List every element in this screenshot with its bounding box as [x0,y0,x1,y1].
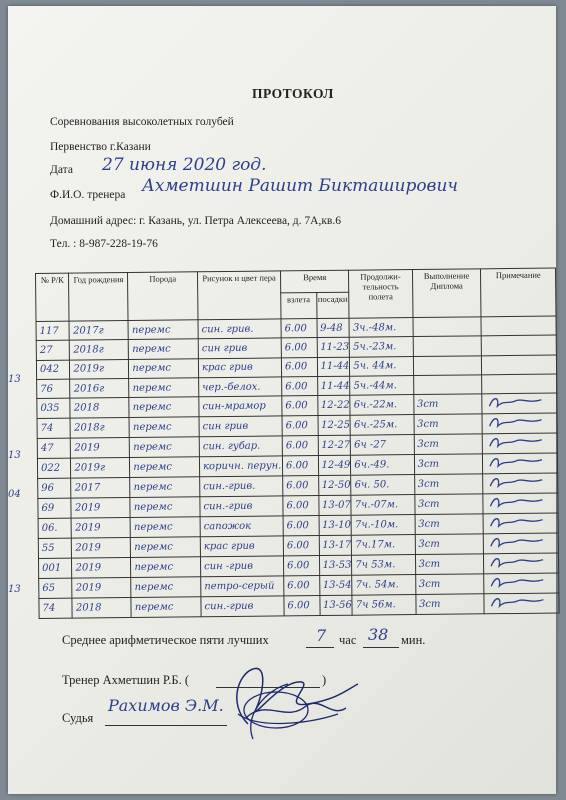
judge-value: Рахимов Э.М. [108,696,224,715]
cell-takeoff: 6.00 [282,396,318,416]
cell-breed: перемс [131,557,201,578]
col-header-note: Примечание [481,268,556,317]
average-minutes-unit: мин. [401,633,426,647]
cell-color: крас грив [198,358,281,378]
note-signature-mark [488,594,548,611]
cell-breed: перемс [129,378,199,398]
protocol-sheet [8,6,556,794]
cell-breed: перемс [129,358,199,378]
cell-landing: 13-56 [319,595,352,615]
cell-duration: 6ч. 50. [351,475,414,496]
cell-note [483,493,558,514]
cell-year: 2019г [70,359,129,379]
trainer-value: Ахметшин Рашит Бикташирович [142,176,458,196]
cell-year: 2017 [71,478,130,499]
note-signature-mark [486,394,546,411]
col-header-takeoff: взлета [281,293,317,319]
cell-breed: перемс [129,397,199,418]
cell-num: 042 [36,360,70,380]
note-signature-mark [487,554,547,571]
cell-breed: перемс [128,320,198,340]
cell-year: 2019г [71,458,130,479]
cell-diploma: 3ст [414,474,483,495]
cell-color: син -грив [200,556,283,577]
cell-landing: 12-27 [318,435,351,455]
cell-diploma: 3ст [415,594,484,615]
coach-line: Тренер Ахметшин Р.Б. ( [62,673,190,687]
cell-color: коричн. перун. [199,456,282,477]
cell-color: син. грив. [198,319,281,339]
cell-diploma: 3ст [414,494,483,515]
cell-diploma: 3ст [413,394,482,415]
margin-note: 13 [8,374,21,385]
cell-diploma: 3ст [414,434,483,455]
cell-num: 035 [37,398,71,418]
cell-year: 2018г [70,340,129,360]
cell-landing: 12-49 [318,455,351,475]
cell-duration: 7ч.-10м. [351,515,414,536]
cell-year: 2019 [72,558,131,579]
competition-name: Соревнования высоколетных голубей [50,116,234,128]
cell-landing: 11-44 [317,376,350,396]
cell-duration: 7ч 56м. [352,595,415,616]
cell-landing: 13-17 [319,535,352,555]
cell-duration: 7ч. 54м. [352,575,415,596]
cell-diploma: 3ст [414,414,483,435]
note-signature-mark [487,474,547,491]
margin-note: 13 [8,584,21,595]
cell-landing: 13-54 [319,575,352,595]
cell-landing: 13-53 [319,555,352,575]
cell-takeoff: 6.00 [282,376,318,396]
cell-breed: перемс [131,537,201,558]
cell-year: 2018 [70,398,129,419]
cell-duration: 3ч.-48м. [349,318,412,338]
cell-year: 2019 [72,578,131,599]
cell-num: 69 [38,498,72,518]
note-signature-mark [487,494,547,511]
cell-num: 001 [38,558,72,578]
cell-takeoff: 6.00 [284,576,320,596]
cell-note [481,316,556,336]
cell-duration: 6ч.-22м. [350,395,413,416]
note-signature-mark [486,414,546,431]
cell-diploma [413,375,482,395]
cell-duration: 6ч.-25м. [350,415,413,436]
cell-color: син.-грив [201,596,284,617]
cell-duration: 6ч.-49. [351,455,414,476]
cell-color: чер.-белох. [199,377,282,397]
note-signature-mark [487,534,547,551]
cell-takeoff: 6.00 [282,416,318,436]
col-header-landing: посадки [316,292,349,318]
cell-year: 2019 [71,438,130,459]
col-header-diploma: Выполнение Диплома [412,269,481,318]
cell-num: 96 [38,478,72,498]
judge-signature [236,688,356,733]
cell-year: 2019 [72,538,131,559]
cell-duration: 5ч.-23м. [350,337,413,357]
cell-landing: 12-50 [318,475,351,495]
date-label: Дата [50,164,73,176]
cell-landing: 13-07 [318,495,351,515]
cell-takeoff: 6.00 [281,357,317,377]
cell-color: син.-грив. [200,476,283,497]
cell-breed: перемс [131,597,201,618]
margin-note: 13 [8,450,21,461]
cell-breed: перемс [130,497,200,518]
cell-note [483,453,558,474]
cell-diploma: 3ст [415,534,484,555]
cell-breed: перемс [130,457,200,478]
cell-landing: 11-44 [317,357,350,377]
cell-breed: перемс [131,577,201,598]
cell-note [484,593,559,614]
cell-year: 2017г [69,321,128,341]
cell-landing: 13-10 [319,515,352,535]
cell-breed: перемс [130,477,200,498]
cell-diploma [413,355,482,375]
cell-num: 022 [37,458,71,478]
cell-landing: 11-23 [317,338,350,358]
cell-year: 2019 [71,498,130,519]
cell-note [483,433,558,454]
cell-takeoff: 6.00 [283,476,319,496]
margin-note: 04 [8,489,21,500]
cell-breed: перемс [130,517,200,538]
note-signature-mark [488,574,548,591]
cell-num: 76 [37,379,71,399]
cell-color: крас грив [200,536,283,557]
average-hours-unit: час [339,633,357,647]
cell-diploma: 3ст [415,514,484,535]
cell-color: син-мрамор [199,396,282,417]
cell-note [484,553,559,574]
cell-color: петро-серый [201,576,284,597]
cell-num: 27 [36,340,70,360]
cell-landing: 12-22 [317,395,350,415]
page-title: ПРОТОКОЛ [252,86,334,101]
cell-year: 2019 [72,518,131,539]
home-address: Домашний адрес: г. Казань, ул. Петра Алексеева, д. 7А,кв.6 [50,215,341,227]
cell-num: 47 [37,438,71,458]
cell-color: сапожок [200,516,283,537]
cell-color: син. губар. [199,436,282,457]
cell-breed: перемс [129,339,199,359]
cell-note [482,393,557,414]
cell-note [484,533,559,554]
cell-landing: 9-48 [316,318,349,338]
results-body [36,316,559,619]
results-table [35,268,560,620]
cell-color: син грив [198,338,281,358]
cell-num: 117 [36,321,70,341]
table-row [39,593,559,618]
cell-duration: 7ч.17м. [352,535,415,556]
cell-takeoff: 6.00 [283,496,319,516]
championship-name: Первенство г.Казани [50,141,151,153]
note-signature-mark [486,434,546,451]
note-signature-mark [487,514,547,531]
cell-takeoff: 6.00 [281,338,317,358]
cell-breed: перемс [130,437,200,458]
cell-diploma [413,336,482,356]
col-header-year: Год рождения [69,273,128,322]
cell-diploma [413,317,482,337]
cell-takeoff: 6.00 [283,556,319,576]
col-header-color: Рисунок и цвет пера [198,271,281,320]
cell-note [482,374,557,394]
cell-duration: 5ч.-44м. [350,375,413,395]
cell-takeoff: 6.00 [283,536,319,556]
cell-num: 06. [38,518,72,538]
average-label: Среднее арифметическое пяти лучших [62,633,269,647]
date-value: 27 июня 2020 год. [102,155,267,175]
col-header-num: № Р/К [36,273,70,321]
cell-diploma: 3ст [415,554,484,575]
cell-num: 74 [39,598,73,618]
cell-note [482,355,557,375]
cell-diploma: 3ст [414,454,483,475]
cell-takeoff: 6.00 [282,456,318,476]
average-hours-value: 7 [316,626,327,645]
cell-note [483,513,558,534]
col-header-duration: Продолжи-тельность полета [349,270,413,319]
cell-year: 2018г [71,418,130,439]
cell-duration: 7ч 53м. [352,555,415,576]
average-minutes-value: 38 [368,625,389,644]
note-signature-mark [486,454,546,471]
col-header-breed: Порода [128,272,198,321]
cell-duration: 6ч -27 [351,435,414,456]
cell-num: 65 [39,578,73,598]
cell-year: 2016г [70,378,129,398]
cell-takeoff: 6.00 [284,596,320,616]
coach-close: ) [322,673,327,687]
cell-year: 2018 [72,598,131,619]
cell-num: 55 [38,538,72,558]
cell-diploma: 3ст [415,574,484,595]
cell-note [484,573,559,594]
col-header-time: Время [280,270,349,293]
cell-takeoff: 6.00 [281,319,317,339]
cell-takeoff: 6.00 [282,436,318,456]
cell-note [482,413,557,434]
cell-duration: 5ч. 44м. [350,356,413,376]
cell-note [482,335,557,355]
phone-number: Тел. : 8-987-228-19-76 [50,238,158,250]
cell-duration: 7ч.-07м. [351,495,414,516]
trainer-label: Ф.И.О. тренера [50,189,126,201]
cell-note [483,473,558,494]
cell-takeoff: 6.00 [283,516,319,536]
cell-num: 74 [37,418,71,438]
cell-color: син.-грив [200,496,283,517]
cell-breed: перемс [129,417,199,438]
cell-landing: 12-25 [318,415,351,435]
cell-color: син грив [199,416,282,437]
judge-label: Судья [62,711,94,725]
